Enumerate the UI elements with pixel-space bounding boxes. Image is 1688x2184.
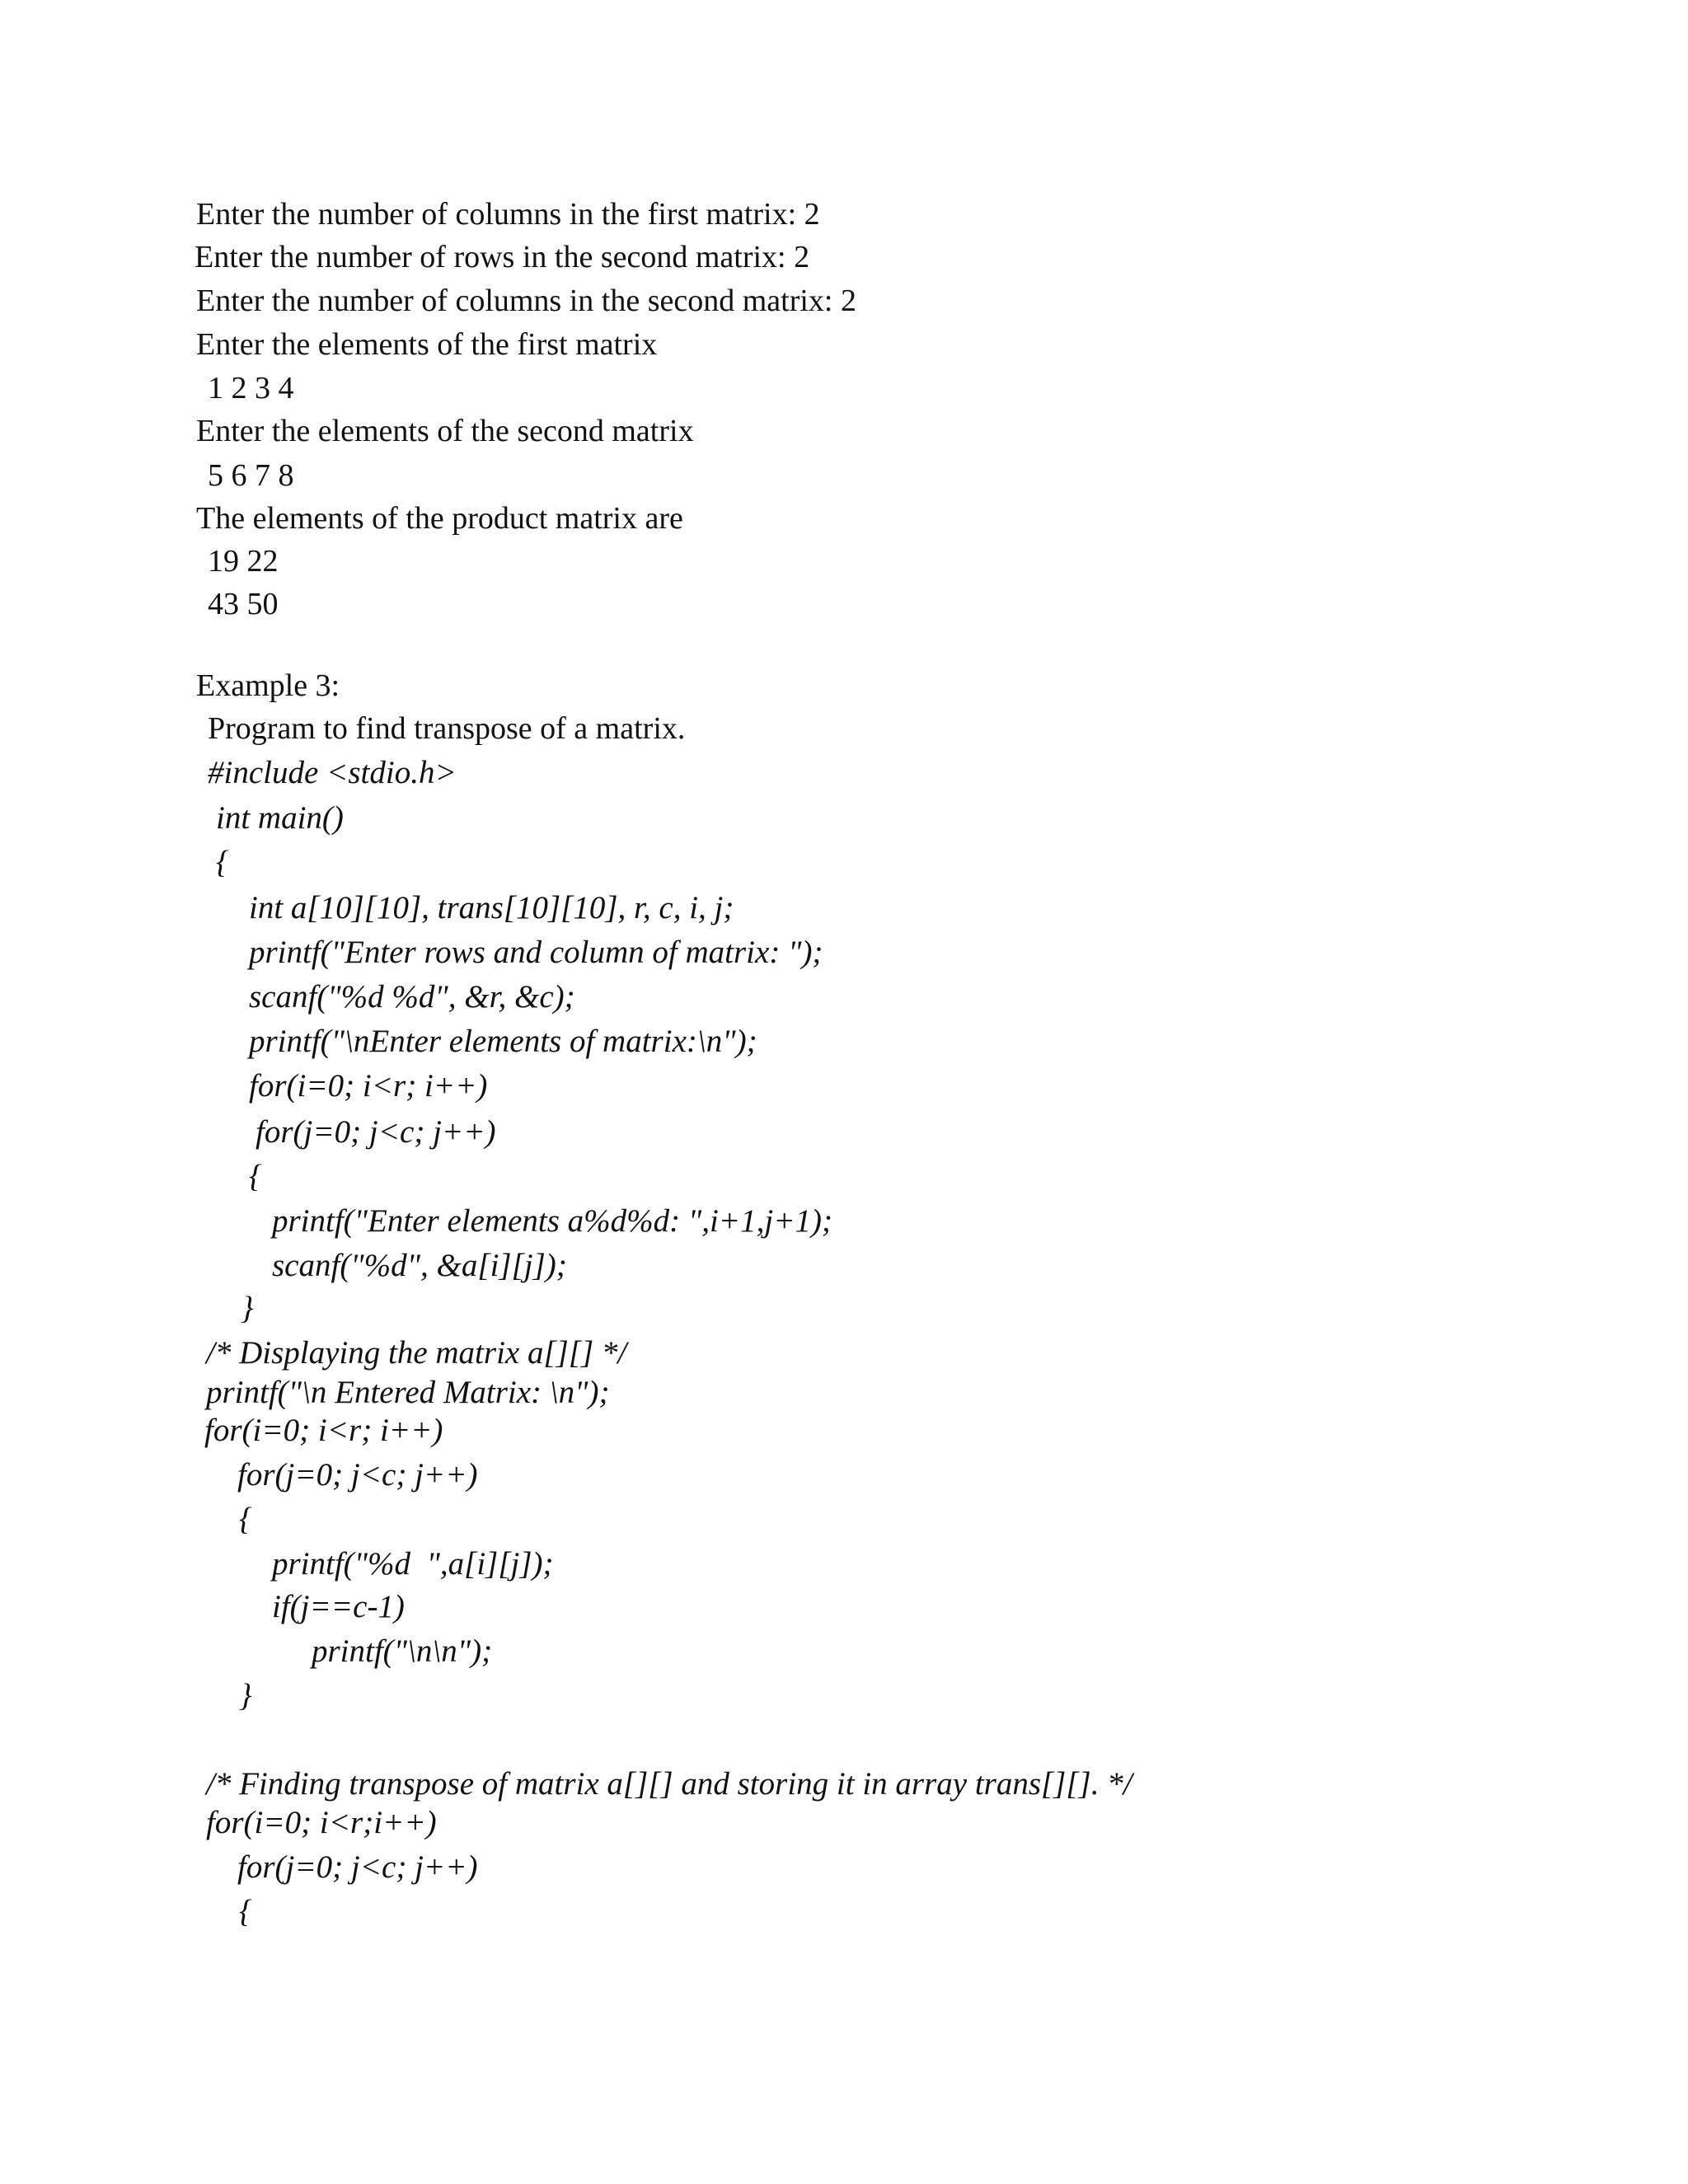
code-line-8: for(i=0; i<r; i++) bbox=[249, 1068, 488, 1104]
code-line-26: { bbox=[239, 1894, 252, 1929]
code-line-18: { bbox=[239, 1502, 252, 1537]
code-line-15: printf("\n Entered Matrix: \n"); bbox=[206, 1375, 610, 1410]
code-line-9: for(j=0; j<c; j++) bbox=[256, 1114, 496, 1150]
code-line-21: printf("\n\n"); bbox=[312, 1633, 493, 1669]
example-heading: Example 3: bbox=[196, 668, 340, 703]
code-line-12: scanf("%d", &a[i][j]); bbox=[272, 1248, 567, 1283]
code-line-20: if(j==c-1) bbox=[272, 1589, 405, 1624]
code-line-17: for(j=0; j<c; j++) bbox=[237, 1457, 478, 1493]
example-description: Program to find transpose of a matrix. bbox=[208, 711, 686, 746]
code-line-11: printf("Enter elements a%d%d: ",i+1,j+1); bbox=[272, 1203, 833, 1239]
output-line-9: 19 22 bbox=[208, 544, 279, 579]
code-line-24: for(i=0; i<r;i++) bbox=[206, 1805, 437, 1840]
output-line-4: Enter the elements of the first matrix bbox=[196, 327, 658, 362]
output-line-2: Enter the number of rows in the second matrix: 2 bbox=[195, 240, 810, 274]
output-line-3: Enter the number of columns in the second matrix: 2 bbox=[196, 284, 856, 318]
output-line-7: 5 6 7 8 bbox=[208, 458, 294, 493]
code-line-7: printf("\nEnter elements of matrix:\n"); bbox=[249, 1024, 757, 1059]
output-line-8: The elements of the product matrix are bbox=[196, 501, 683, 536]
code-line-16: for(i=0; i<r; i++) bbox=[204, 1413, 443, 1448]
code-line-22: } bbox=[239, 1678, 252, 1713]
code-line-25: for(j=0; j<c; j++) bbox=[237, 1849, 478, 1885]
code-line-19: printf("%d ",a[i][j]); bbox=[272, 1546, 554, 1582]
code-line-1: #include <stdio.h> bbox=[208, 755, 457, 790]
output-line-5: 1 2 3 4 bbox=[208, 371, 294, 405]
code-line-14: /* Displaying the matrix a[][] */ bbox=[206, 1335, 627, 1371]
code-line-3: { bbox=[216, 845, 229, 880]
code-line-6: scanf("%d %d", &r, &c); bbox=[249, 979, 575, 1015]
code-line-2: int main() bbox=[216, 800, 344, 836]
output-line-6: Enter the elements of the second matrix bbox=[196, 414, 694, 448]
code-line-5: printf("Enter rows and column of matrix: "); bbox=[249, 935, 823, 970]
output-line-10: 43 50 bbox=[208, 587, 279, 621]
code-line-23: /* Finding transpose of matrix a[][] and storing it in array trans[][]. */ bbox=[206, 1766, 1132, 1802]
output-line-1: Enter the number of columns in the first matrix: 2 bbox=[196, 197, 820, 232]
code-line-4: int a[10][10], trans[10][10], r, c, i, j; bbox=[249, 890, 734, 926]
code-line-13: } bbox=[241, 1291, 254, 1326]
code-line-10: { bbox=[249, 1159, 262, 1194]
